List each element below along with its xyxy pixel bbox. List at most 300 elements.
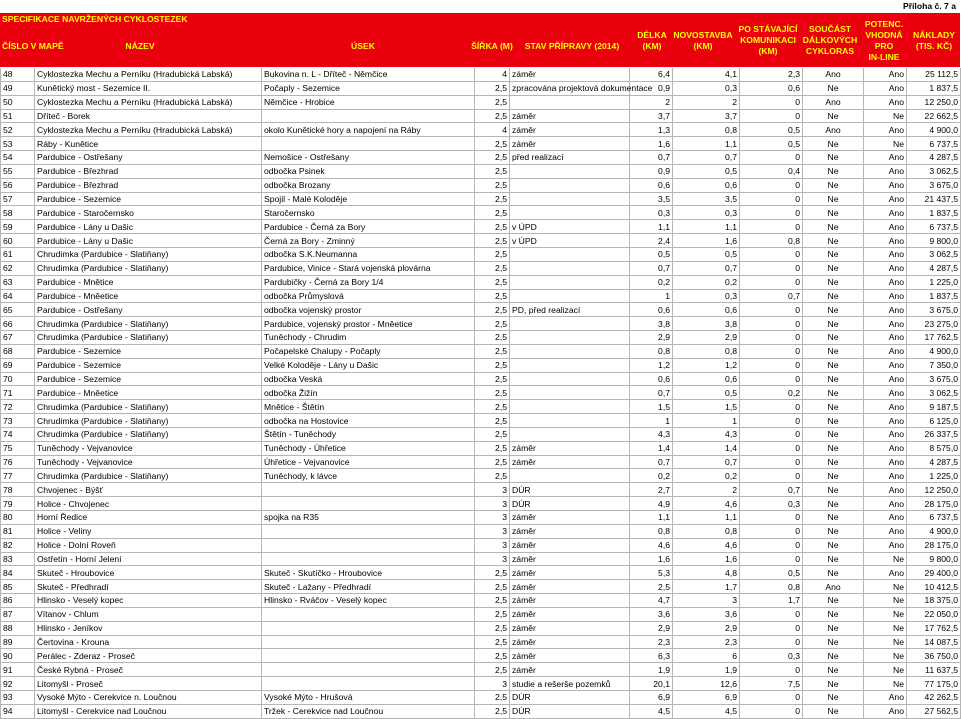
cell-usek: Pardubice, vojenský prostor - Mněetice (262, 317, 475, 331)
cell-sirka: 2,5 (475, 372, 510, 386)
cell-potenc: Ne (864, 621, 907, 635)
cell-cislo: 54 (1, 151, 35, 165)
cell-stav: v ÚPD (510, 220, 630, 234)
header-cislo: ČÍSLO V MAPĚ (2, 41, 64, 51)
cell-delka: 0,9 (630, 81, 673, 95)
cell-sirka: 2,5 (475, 358, 510, 372)
cell-delka: 1,4 (630, 441, 673, 455)
cell-potenc: Ne (864, 635, 907, 649)
cell-naklady: 18 375,0 (907, 594, 961, 608)
cell-soucast: Ano (803, 68, 864, 81)
table-header (0, 0, 960, 67)
cell-usek: odbočka Brozany (262, 178, 475, 192)
cell-novostavba: 1,9 (673, 663, 740, 677)
cell-soucast: Ne (803, 566, 864, 580)
attachment-label: Příloha č. 7 a (902, 1, 956, 11)
table-row (1, 524, 961, 538)
cell-cislo: 91 (1, 663, 35, 677)
cell-sirka: 2,5 (475, 594, 510, 608)
cell-usek (262, 649, 475, 663)
cell-naklady: 12 250,0 (907, 483, 961, 497)
cell-soucast: Ne (803, 704, 864, 718)
cell-nazev: Litomyšl - Cerekvice nad Loučnou (35, 704, 262, 718)
cell-naklady: 9 800,0 (907, 552, 961, 566)
cell-soucast: Ne (803, 151, 864, 165)
cell-delka: 3,5 (630, 192, 673, 206)
cell-delka: 0,5 (630, 247, 673, 261)
cell-po-stavajici: 0 (740, 607, 803, 621)
cell-potenc: Ano (864, 511, 907, 525)
cell-naklady: 29 400,0 (907, 566, 961, 580)
cell-cislo: 86 (1, 594, 35, 608)
cell-sirka: 2,5 (475, 289, 510, 303)
cell-cislo: 74 (1, 427, 35, 441)
cell-novostavba: 0,5 (673, 386, 740, 400)
cell-soucast: Ne (803, 372, 864, 386)
cell-usek (262, 109, 475, 123)
cell-cislo: 55 (1, 164, 35, 178)
cell-delka: 1,2 (630, 358, 673, 372)
cell-naklady: 6 125,0 (907, 414, 961, 428)
cell-usek: Hlinsko - Rváčov - Veselý kopec (262, 594, 475, 608)
cell-cislo: 64 (1, 289, 35, 303)
cell-soucast: Ano (803, 95, 864, 109)
cell-stav: záměr (510, 621, 630, 635)
cell-stav: záměr (510, 594, 630, 608)
cell-delka: 1 (630, 414, 673, 428)
cell-po-stavajici: 0,4 (740, 164, 803, 178)
cell-soucast: Ne (803, 677, 864, 691)
cell-po-stavajici: 0,8 (740, 580, 803, 594)
cell-po-stavajici: 0 (740, 690, 803, 704)
cell-po-stavajici: 0 (740, 344, 803, 358)
cell-po-stavajici: 2,3 (740, 68, 803, 81)
cell-stav: záměr (510, 68, 630, 81)
cell-stav: DÚR (510, 690, 630, 704)
table-row (1, 372, 961, 386)
cell-nazev: Chrudimka (Pardubice - Slatiňany) (35, 414, 262, 428)
cell-stav (510, 414, 630, 428)
cell-novostavba: 0,6 (673, 372, 740, 386)
cell-nazev: Cyklostezka Mechu a Perníku (Hradubická Labská) (35, 95, 262, 109)
table-row (1, 81, 961, 95)
table-row (1, 344, 961, 358)
cell-novostavba: 0,2 (673, 275, 740, 289)
cell-soucast: Ne (803, 109, 864, 123)
cell-naklady: 23 275,0 (907, 317, 961, 331)
table-row (1, 483, 961, 497)
cell-soucast: Ne (803, 538, 864, 552)
cell-novostavba: 1,6 (673, 552, 740, 566)
cell-stav (510, 95, 630, 109)
cell-delka: 20,1 (630, 677, 673, 691)
cell-po-stavajici: 0 (740, 441, 803, 455)
cell-novostavba: 0,7 (673, 455, 740, 469)
table-row (1, 247, 961, 261)
cell-nazev: Pardubice - Lány u Dašic (35, 234, 262, 248)
cell-soucast: Ne (803, 552, 864, 566)
cell-sirka: 2,5 (475, 81, 510, 95)
cell-nazev: Pardubice - Sezemice (35, 372, 262, 386)
cell-novostavba: 3 (673, 594, 740, 608)
table-row (1, 220, 961, 234)
cell-soucast: Ne (803, 303, 864, 317)
cell-usek: Vysoké Mýto - Hrušová (262, 690, 475, 704)
cell-delka: 4,9 (630, 497, 673, 511)
cell-cislo: 60 (1, 234, 35, 248)
cell-stav (510, 275, 630, 289)
cell-nazev: Skuteč - Předhradí (35, 580, 262, 594)
cell-soucast: Ne (803, 469, 864, 483)
cell-delka: 6,9 (630, 690, 673, 704)
cell-delka: 0,7 (630, 455, 673, 469)
cell-stav: záměr (510, 649, 630, 663)
cell-naklady: 6 737,5 (907, 220, 961, 234)
cell-po-stavajici: 0,7 (740, 483, 803, 497)
cell-usek: odbočka Žižín (262, 386, 475, 400)
cell-stav: záměr (510, 455, 630, 469)
table-row (1, 469, 961, 483)
cell-novostavba: 0,2 (673, 469, 740, 483)
cell-cislo: 85 (1, 580, 35, 594)
cell-novostavba: 1,2 (673, 358, 740, 372)
cell-potenc: Ano (864, 275, 907, 289)
cell-usek (262, 524, 475, 538)
cell-naklady: 28 175,0 (907, 538, 961, 552)
cell-usek: Tržek - Cerekvice nad Loučnou (262, 704, 475, 718)
cell-naklady: 14 087,5 (907, 635, 961, 649)
cell-cislo: 62 (1, 261, 35, 275)
table-row (1, 552, 961, 566)
cell-sirka: 2,5 (475, 344, 510, 358)
cell-soucast: Ne (803, 358, 864, 372)
cell-soucast: Ne (803, 663, 864, 677)
cell-soucast: Ne (803, 137, 864, 151)
cell-delka: 0,2 (630, 469, 673, 483)
cell-naklady: 4 287,5 (907, 261, 961, 275)
cell-novostavba: 3,6 (673, 607, 740, 621)
cell-po-stavajici: 0 (740, 455, 803, 469)
cell-cislo: 78 (1, 483, 35, 497)
cell-delka: 3,8 (630, 317, 673, 331)
cell-usek: Mnětice - Štětín (262, 400, 475, 414)
cell-nazev: Chrudimka (Pardubice - Slatiňany) (35, 400, 262, 414)
cell-usek: Pardubice - Černá za Bory (262, 220, 475, 234)
cell-potenc: Ano (864, 234, 907, 248)
cell-potenc: Ano (864, 566, 907, 580)
cell-cislo: 80 (1, 511, 35, 525)
cell-delka: 1,9 (630, 663, 673, 677)
table-row (1, 663, 961, 677)
cell-delka: 2,4 (630, 234, 673, 248)
cell-potenc: Ne (864, 552, 907, 566)
cell-usek (262, 137, 475, 151)
cell-delka: 2,5 (630, 580, 673, 594)
cell-nazev: Chrudimka (Pardubice - Slatiňany) (35, 331, 262, 345)
table-row (1, 690, 961, 704)
cell-novostavba: 4,5 (673, 704, 740, 718)
cell-nazev: Pardubice - Mněetice (35, 289, 262, 303)
cell-potenc: Ne (864, 109, 907, 123)
cell-naklady: 22 050,0 (907, 607, 961, 621)
table-row (1, 677, 961, 691)
cell-po-stavajici: 0 (740, 317, 803, 331)
table-row (1, 704, 961, 718)
cell-potenc: Ne (864, 594, 907, 608)
cell-soucast: Ano (803, 123, 864, 137)
cell-nazev: Pardubice - Březhrad (35, 164, 262, 178)
cell-delka: 0,3 (630, 206, 673, 220)
cell-novostavba: 1 (673, 414, 740, 428)
cell-delka: 2,9 (630, 621, 673, 635)
cell-naklady: 17 762,5 (907, 621, 961, 635)
cell-sirka: 2,5 (475, 234, 510, 248)
cell-usek (262, 607, 475, 621)
cell-delka: 6,3 (630, 649, 673, 663)
cell-novostavba: 1,1 (673, 511, 740, 525)
cell-delka: 4,3 (630, 427, 673, 441)
cell-cislo: 90 (1, 649, 35, 663)
cell-naklady: 77 175,0 (907, 677, 961, 691)
cell-delka: 1,3 (630, 123, 673, 137)
cell-nazev: Tuněchody - Vejvanovice (35, 455, 262, 469)
cell-soucast: Ne (803, 220, 864, 234)
header-delka: DÉLKA (KM) (637, 30, 667, 51)
header-usek: ÚSEK (351, 41, 375, 51)
cell-novostavba: 0,8 (673, 524, 740, 538)
cell-cislo: 52 (1, 123, 35, 137)
cell-delka: 1,1 (630, 511, 673, 525)
cell-potenc: Ano (864, 372, 907, 386)
cell-cislo: 59 (1, 220, 35, 234)
table-row (1, 303, 961, 317)
cell-novostavba: 3,7 (673, 109, 740, 123)
cell-po-stavajici: 0,3 (740, 649, 803, 663)
cell-usek (262, 635, 475, 649)
cell-nazev: Pardubice - Sezemice (35, 344, 262, 358)
cell-po-stavajici: 0 (740, 372, 803, 386)
cell-cislo: 53 (1, 137, 35, 151)
cell-potenc: Ano (864, 81, 907, 95)
cell-po-stavajici: 0 (740, 635, 803, 649)
cell-stav (510, 317, 630, 331)
cell-novostavba: 0,8 (673, 123, 740, 137)
cell-potenc: Ano (864, 68, 907, 81)
cell-cislo: 93 (1, 690, 35, 704)
table-row (1, 331, 961, 345)
cell-cislo: 51 (1, 109, 35, 123)
cell-stav (510, 427, 630, 441)
cell-sirka: 2,5 (475, 317, 510, 331)
header-novostavba: NOVOSTAVBA (KM) (673, 30, 733, 51)
cell-stav (510, 261, 630, 275)
table-row (1, 427, 961, 441)
cell-potenc: Ano (864, 358, 907, 372)
cell-sirka: 4 (475, 68, 510, 81)
cell-naklady: 4 287,5 (907, 151, 961, 165)
cell-stav: záměr (510, 109, 630, 123)
cell-stav (510, 247, 630, 261)
cell-nazev: Pardubice - Sezemice (35, 192, 262, 206)
cell-po-stavajici: 0,7 (740, 289, 803, 303)
cell-novostavba: 4,6 (673, 497, 740, 511)
cell-novostavba: 2 (673, 95, 740, 109)
cell-naklady: 27 562,5 (907, 704, 961, 718)
cell-sirka: 2,5 (475, 192, 510, 206)
cell-cislo: 88 (1, 621, 35, 635)
cell-sirka: 3 (475, 538, 510, 552)
cell-soucast: Ne (803, 690, 864, 704)
cell-novostavba: 4,6 (673, 538, 740, 552)
cell-po-stavajici: 0 (740, 109, 803, 123)
cell-naklady: 4 900,0 (907, 524, 961, 538)
cell-naklady: 3 062,5 (907, 164, 961, 178)
cell-nazev: Skuteč - Hroubovice (35, 566, 262, 580)
cell-usek: Pardubice, Vinice - Stará vojenská plovárna (262, 261, 475, 275)
cell-soucast: Ne (803, 594, 864, 608)
cell-usek: Tuněchody, k lávce (262, 469, 475, 483)
cell-stav: záměr (510, 538, 630, 552)
cell-delka: 4,7 (630, 594, 673, 608)
cell-usek (262, 677, 475, 691)
cell-sirka: 3 (475, 552, 510, 566)
cell-sirka: 2,5 (475, 607, 510, 621)
cell-usek: Spojil - Malé Koloděje (262, 192, 475, 206)
cell-soucast: Ne (803, 178, 864, 192)
cell-delka: 0,7 (630, 386, 673, 400)
cell-sirka: 2,5 (475, 649, 510, 663)
cell-naklady: 21 437,5 (907, 192, 961, 206)
cell-novostavba: 4,3 (673, 427, 740, 441)
cell-sirka: 2,5 (475, 427, 510, 441)
table-row (1, 137, 961, 151)
cell-usek (262, 663, 475, 677)
cell-usek: Skuteč - Skutíčko - Hroubovice (262, 566, 475, 580)
cell-delka: 6,4 (630, 68, 673, 81)
cell-usek: Nemošice - Ostřešany (262, 151, 475, 165)
cell-nazev: Holice - Chvojenec (35, 497, 262, 511)
cell-cislo: 73 (1, 414, 35, 428)
cell-nazev: Pardubice - Mněetice (35, 386, 262, 400)
cell-stav (510, 192, 630, 206)
cell-potenc: Ano (864, 427, 907, 441)
cell-potenc: Ano (864, 178, 907, 192)
cell-soucast: Ne (803, 441, 864, 455)
cell-sirka: 2,5 (475, 580, 510, 594)
cell-delka: 2 (630, 95, 673, 109)
table-row (1, 164, 961, 178)
cell-stav: před realizací (510, 151, 630, 165)
cell-potenc: Ne (864, 607, 907, 621)
cell-potenc: Ano (864, 331, 907, 345)
cell-nazev: Ostřetín - Horní Jelení (35, 552, 262, 566)
cell-nazev: Tuněchody - Vejvanovice (35, 441, 262, 455)
cell-delka: 5,3 (630, 566, 673, 580)
table-row (1, 68, 961, 81)
cell-nazev: Litomyšl - Proseč (35, 677, 262, 691)
cell-novostavba: 0,7 (673, 151, 740, 165)
cell-sirka: 2,5 (475, 455, 510, 469)
cell-usek: odbočka Průmyslová (262, 289, 475, 303)
cell-nazev: Pardubice - Březhrad (35, 178, 262, 192)
cell-cislo: 81 (1, 524, 35, 538)
cell-sirka: 2,5 (475, 261, 510, 275)
cell-delka: 0,8 (630, 344, 673, 358)
cell-novostavba: 1,1 (673, 220, 740, 234)
cell-novostavba: 1,1 (673, 137, 740, 151)
cell-sirka: 2,5 (475, 137, 510, 151)
cell-stav: záměr (510, 123, 630, 137)
header-top-strip (0, 0, 960, 13)
header-potenc: POTENC. VHODNÁ PRO IN-LINE (864, 19, 904, 62)
cell-stav: záměr (510, 580, 630, 594)
table-row (1, 607, 961, 621)
cell-nazev: Dříteč - Borek (35, 109, 262, 123)
cell-delka: 0,6 (630, 303, 673, 317)
header-nazev: NÁZEV (125, 41, 155, 51)
cell-usek (262, 497, 475, 511)
cell-sirka: 2,5 (475, 109, 510, 123)
cell-sirka: 3 (475, 524, 510, 538)
cell-potenc: Ano (864, 704, 907, 718)
cell-po-stavajici: 0,8 (740, 234, 803, 248)
cell-delka: 4,5 (630, 704, 673, 718)
cell-po-stavajici: 0 (740, 427, 803, 441)
cell-sirka: 2,5 (475, 690, 510, 704)
cell-cislo: 87 (1, 607, 35, 621)
cell-novostavba: 1,5 (673, 400, 740, 414)
cell-po-stavajici: 0,2 (740, 386, 803, 400)
cell-novostavba: 3,8 (673, 317, 740, 331)
cell-usek: Tuněchody - Chrudim (262, 331, 475, 345)
cell-cislo: 70 (1, 372, 35, 386)
cell-nazev: Chrudimka (Pardubice - Slatiňany) (35, 469, 262, 483)
cell-stav (510, 372, 630, 386)
cell-sirka: 2,5 (475, 441, 510, 455)
cell-novostavba: 6,9 (673, 690, 740, 704)
cell-potenc: Ano (864, 123, 907, 137)
cell-usek: Štětín - Tuněchody (262, 427, 475, 441)
cell-po-stavajici: 0 (740, 206, 803, 220)
cell-naklady: 3 675,0 (907, 303, 961, 317)
cell-soucast: Ne (803, 164, 864, 178)
cell-usek: Tuněchody - Úhřetice (262, 441, 475, 455)
cell-delka: 0,7 (630, 151, 673, 165)
cell-cislo: 76 (1, 455, 35, 469)
cell-nazev: Chrudimka (Pardubice - Slatiňany) (35, 427, 262, 441)
cell-stav: záměr (510, 635, 630, 649)
cell-delka: 3,7 (630, 109, 673, 123)
cell-po-stavajici: 0,5 (740, 566, 803, 580)
cell-naklady: 4 900,0 (907, 123, 961, 137)
cell-novostavba: 6 (673, 649, 740, 663)
cycle-paths-table (0, 68, 961, 719)
cell-usek (262, 483, 475, 497)
cell-naklady: 4 287,5 (907, 455, 961, 469)
cell-naklady: 1 837,5 (907, 81, 961, 95)
cell-delka: 4,6 (630, 538, 673, 552)
cell-sirka: 2,5 (475, 275, 510, 289)
cell-naklady: 26 337,5 (907, 427, 961, 441)
cell-usek: Úhřetice - Vejvanovice (262, 455, 475, 469)
table-row (1, 414, 961, 428)
cell-po-stavajici: 0 (740, 663, 803, 677)
cell-potenc: Ano (864, 151, 907, 165)
table-row (1, 261, 961, 275)
cell-stav (510, 344, 630, 358)
cell-delka: 2,9 (630, 331, 673, 345)
table-row (1, 109, 961, 123)
